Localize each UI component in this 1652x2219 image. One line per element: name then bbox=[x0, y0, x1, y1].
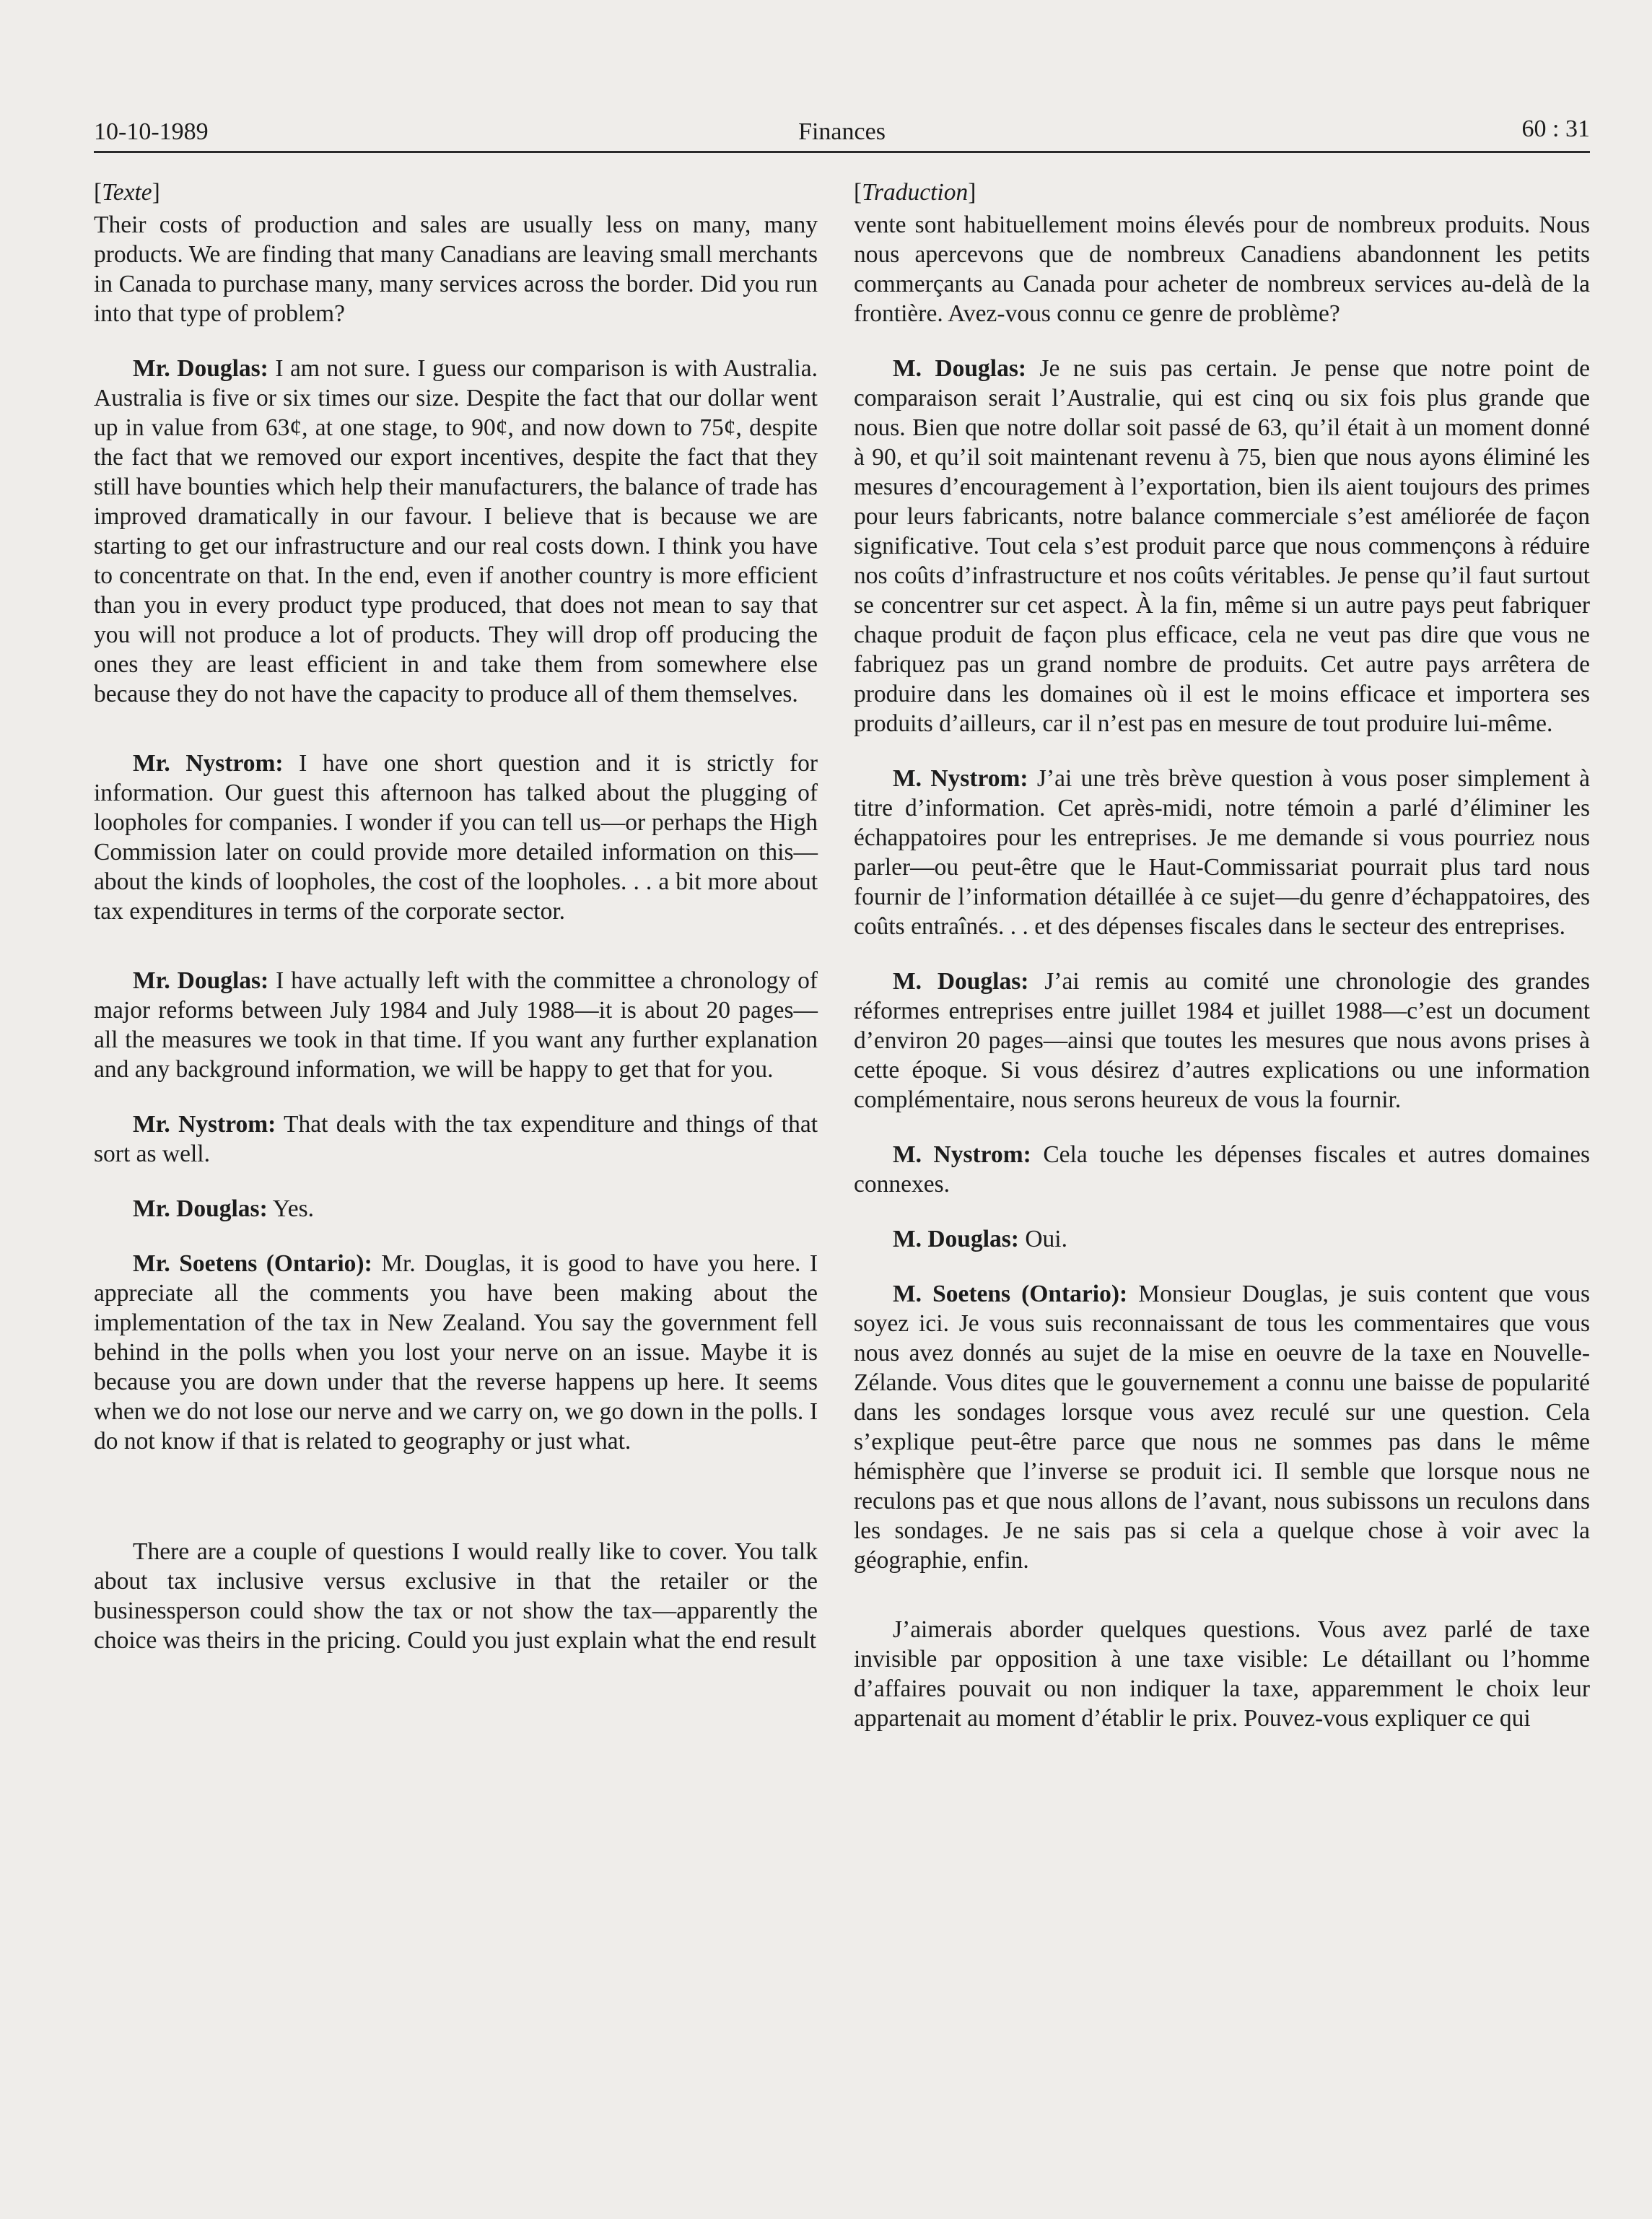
paragraph-text: Monsieur Douglas, je suis content que vous soyez ici. Je vous suis reconnaissant de tous les commentaires que vous nous avez donnés au sujet de la mise en oeuvre de la taxe en Nouvelle-Zélande. Vous dites que le gouvernement a connu une baisse de popularité dans les sondages lorsque vous avez reculé sur une question. Cela s’explique peut-être parce que nous ne sommes pas dans le même hémisphère que l’inverse se produit ici. Il semble que lorsque nous ne reculons pas et que nous allons de l’avant, nous subissons un reculons dans les sondages. Je ne sais pas si cela a quelque chose à voir avec la géographie, enfin. bbox=[854, 1281, 1590, 1574]
speaker-name: M. Douglas: bbox=[893, 355, 1027, 382]
speaker-name: Mr. Soetens (Ontario): bbox=[133, 1250, 372, 1277]
header-rule bbox=[94, 151, 1590, 153]
right-column bbox=[854, 178, 1590, 1733]
paragraph-text: Cela touche les dépenses fiscales et autres domaines connexes. bbox=[854, 1141, 1591, 1198]
paragraph bbox=[94, 1110, 818, 1169]
paragraph-text: Yes. bbox=[272, 1195, 315, 1222]
paragraph bbox=[854, 764, 1590, 941]
paragraph bbox=[94, 749, 818, 926]
speaker-name: Mr. Douglas: bbox=[133, 1195, 268, 1222]
paragraph-text: J’ai une très brève question à vous poser simplement à titre d’information. Cet après-midi, notre témoin a parlé d’éliminer les échappatoires pour les entreprises. Je me demande si vous pourriez nous parler—ou peut-être que le Haut-Commissariat pourrait plus tard nous fournir de l’information détaillée à ce sujet—du genre d’échappatoires, des coûts entraînés. . . et des dépenses fiscales dans le secteur des entreprises. bbox=[854, 765, 1590, 940]
paragraph bbox=[94, 210, 818, 328]
speaker-name: Mr. Douglas: bbox=[133, 355, 268, 382]
left-column bbox=[94, 178, 818, 1655]
paragraph-text: I have actually left with the committee a chronology of major reforms between July 1984 and July 1988—it is about 20 pages—all the measures we took in that time. If you want any further explanation and any background information, we will be happy to get that for you. bbox=[94, 967, 818, 1083]
left-column-tag: [Texte] bbox=[94, 179, 160, 206]
header-page-number: 60 : 31 bbox=[1521, 115, 1590, 142]
paragraph bbox=[854, 1615, 1590, 1733]
paragraph bbox=[94, 1537, 818, 1655]
paragraph-text: There are a couple of questions I would really like to cover. You talk about tax inclusive versus exclusive in that the retailer or the businessperson could show the tax or not show the tax—apparently the choice was theirs in the pricing. Could you just explain what the end result bbox=[94, 1538, 818, 1654]
paragraph bbox=[854, 354, 1590, 738]
speaker-name: M. Douglas: bbox=[893, 1226, 1019, 1252]
paragraph-text: Oui. bbox=[1025, 1226, 1067, 1252]
speaker-name: M. Douglas: bbox=[893, 968, 1029, 995]
paragraph bbox=[94, 966, 818, 1084]
paragraph-text: vente sont habituellement moins élevés pour de nombreux produits. Nous nous apercevons que de nombreux Canadiens abandonnent les petits commerçants au Canada pour acheter de nombreux services au-delà de la frontière. Avez-vous connu ce genre de problème? bbox=[854, 212, 1590, 327]
paragraph bbox=[854, 1279, 1590, 1575]
paragraph bbox=[854, 210, 1590, 328]
speaker-name: M. Nystrom: bbox=[893, 1141, 1031, 1168]
speaker-name: Mr. Nystrom: bbox=[133, 1111, 276, 1138]
paragraph-text: That deals with the tax expenditure and things of that sort as well. bbox=[94, 1111, 818, 1167]
paragraph bbox=[854, 967, 1590, 1115]
speaker-name: Mr. Nystrom: bbox=[133, 750, 284, 777]
speaker-name: Mr. Douglas: bbox=[133, 967, 269, 994]
paragraph bbox=[94, 1249, 818, 1456]
paragraph bbox=[854, 1224, 1590, 1254]
paragraph-text: J’aimerais aborder quelques questions. Vous avez parlé de taxe invisible par opposition à une taxe visible: Le détaillant ou l’homme d’affaires pouvait ou non indiquer la taxe, apparemment le choix leur appartenait au moment d’établir le prix. Pouvez-vous expliquer ce qui bbox=[854, 1616, 1590, 1732]
paragraph bbox=[94, 1194, 818, 1224]
speaker-name: M. Nystrom: bbox=[893, 765, 1028, 792]
right-column-tag: [Traduction] bbox=[854, 179, 976, 206]
left-column-tag-text: Texte bbox=[102, 179, 152, 206]
header-title: Finances bbox=[798, 118, 886, 145]
speaker-name: M. Soetens (Ontario): bbox=[893, 1281, 1128, 1307]
paragraph bbox=[94, 354, 818, 709]
paragraph-text: Mr. Douglas, it is good to have you here. I appreciate all the comments you have been making about the implementation of the tax in New Zealand. You say the government fell behind in the polls when you lost your nerve on an issue. Maybe it is because you are down under that the reverse happens up here. It seems when we do not lose our nerve and we carry on, we go down in the polls. I do not know if that is related to geography or just what. bbox=[94, 1250, 818, 1455]
paragraph-text: I am not sure. I guess our comparison is with Australia. Australia is five or six times our size. Despite the fact that our dollar went up in value from 63¢, at one stage, to 90¢, and now down to 75¢, despite the fact that we removed our export incentives, despite the fact that they still have bounties which help their manufacturers, the balance of trade has improved dramatically in our favour. I believe that is because we are starting to get our infrastructure and our real costs down. I think you have to concentrate on that. In the end, even if another country is more efficient than you in every product type produced, that does not mean to say that you will not produce a lot of products. They will drop off producing the ones they are least efficient in and take them from somewhere else because they do not have the capacity to produce all of them themselves. bbox=[94, 355, 818, 707]
page-header bbox=[94, 115, 1590, 153]
paragraph bbox=[854, 1140, 1590, 1199]
header-date: 10-10-1989 bbox=[94, 118, 209, 145]
paragraph-text: I have one short question and it is strictly for information. Our guest this afternoon has talked about the plugging of loopholes for companies. I wonder if you can tell us—or perhaps the High Commission later on could provide more detailed information on this—about the kinds of loopholes, the cost of the loopholes. . . a bit more about tax expenditures in terms of the corporate sector. bbox=[94, 750, 818, 925]
right-column-tag-text: Traduction bbox=[862, 179, 969, 206]
paragraph-text: Their costs of production and sales are usually less on many, many products. We are finding that many Canadians are leaving small merchants in Canada to purchase many, many services across the border. Did you run into that type of problem? bbox=[94, 212, 818, 327]
paragraph-text: J’ai remis au comité une chronologie des grandes réformes entreprises entre juillet 1984 et juillet 1988—c’est un document d’environ 20 pages—ainsi que toutes les mesures que nous avons prises à cette époque. Si vous désirez d’autres explications ou une information complémentaire, nous serons heureux de vous la fournir. bbox=[854, 968, 1590, 1113]
paragraph-text: Je ne suis pas certain. Je pense que notre point de comparaison serait l’Australie, qui est cinq ou six fois plus grande que nous. Bien que notre dollar soit passé de 63, qu’il était à un moment donné à 90, et qu’il soit maintenant revenu à 75, bien que nous ayons éliminé les mesures d’encouragement à l’exportation, bien ils aient toujours des primes pour leurs fabricants, notre balance commerciale s’est améliorée de façon significative. Tout cela s’est produit parce que nous commençons à réduire nos coûts d’infrastructure et nos coûts véritables. Je pense qu’il faut surtout se concentrer sur cet aspect. À la fin, même si un autre pays peut fabriquer chaque produit de façon plus efficace, cela ne veut pas dire que vous ne fabriquez pas un grand nombre de produits. Cet autre pays arrêtera de produire dans les domaines où il est le moins efficace et importera ses produits d’ailleurs, car il n’est pas en mesure de tout produire lui-même. bbox=[854, 355, 1590, 737]
